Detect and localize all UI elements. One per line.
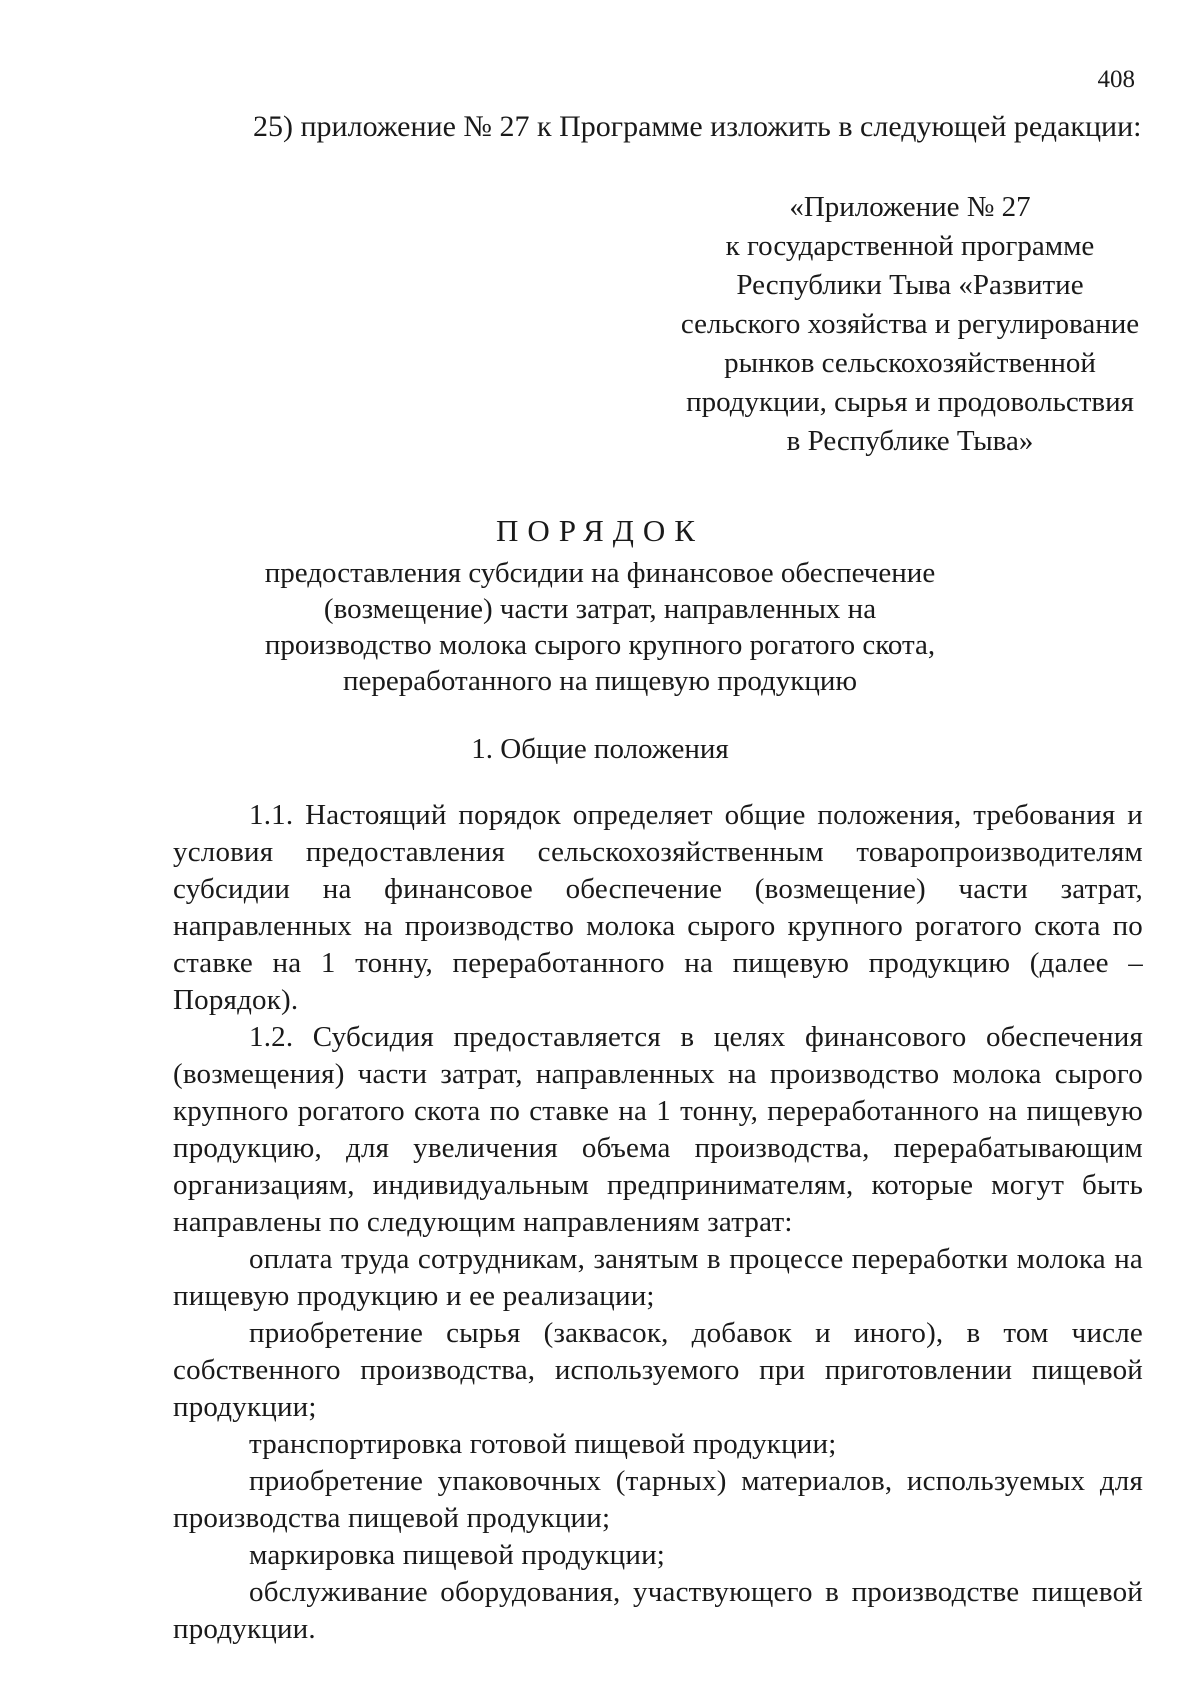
subtitle-line: предоставления субсидии на финансовое обеспечение [264,557,936,589]
appendix-reference [650,188,1170,461]
intro-line: 25) приложение № 27 к Программе изложить в следующей редакции: [253,110,1142,143]
appendix-line: «Приложение № 27 [789,191,1031,223]
appendix-line: в Республике Тыва» [786,425,1034,457]
appendix-line: сельского хозяйства и регулирование [680,308,1140,340]
appendix-line: продукции, сырья и продовольствия [686,386,1134,418]
appendix-line: к государственной программе [725,230,1095,262]
page-number: 408 [1097,66,1135,93]
subtitle-line: производство молока сырого крупного рогатого скота, [264,629,936,661]
document-subtitle [200,555,1000,699]
subtitle-line: переработанного на пищевую продукцию [342,665,858,697]
paragraph: обслуживание оборудования, участвующего в производстве пищевой продукции. [173,1576,1143,1645]
subtitle-line: (возмещение) части затрат, направленных на [323,593,877,625]
paragraph: 1.1. Настоящий порядок определяет общие положения, требования и условия предоставления сельскохозяйственным товаропроизводителям субсидии на финансовое обеспечение (возмещение) части затрат, направленных на производство молока сырого крупного рогатого скота по ставке на 1 тонну, переработанного на пищевую продукцию (далее – Порядок). [173,799,1143,1016]
paragraph: 1.2. Субсидия предоставляется в целях финансового обеспечения (возмещения) части затрат, направленных на производство молока сырого крупного рогатого скота по ставке на 1 тонну, переработанного на пищевую продукцию, для увеличения объема производства, перерабатывающим организациям, индивидуальным предпринимателям, которые могут быть направлены по следующим направлениям затрат: [173,1021,1143,1238]
appendix-line: Республики Тыва «Развитие [736,269,1084,301]
paragraph: транспортировка готовой пищевой продукции; [249,1428,837,1460]
appendix-line: рынков сельскохозяйственной [724,347,1096,379]
paragraph: приобретение упаковочных (тарных) материалов, используемых для производства пищевой продукции; [173,1465,1143,1534]
document-title: ПОРЯДОК [496,513,704,548]
document-body [173,797,1143,1648]
section-heading: 1. Общие положения [471,733,729,765]
paragraph: маркировка пищевой продукции; [249,1539,666,1571]
paragraph: оплата труда сотрудникам, занятым в процессе переработки молока на пищевую продукцию и ее реализации; [173,1243,1143,1312]
paragraph: приобретение сырья (заквасок, добавок и иного), в том числе собственного производства, используемого при приготовлении пищевой продукции; [173,1317,1143,1423]
